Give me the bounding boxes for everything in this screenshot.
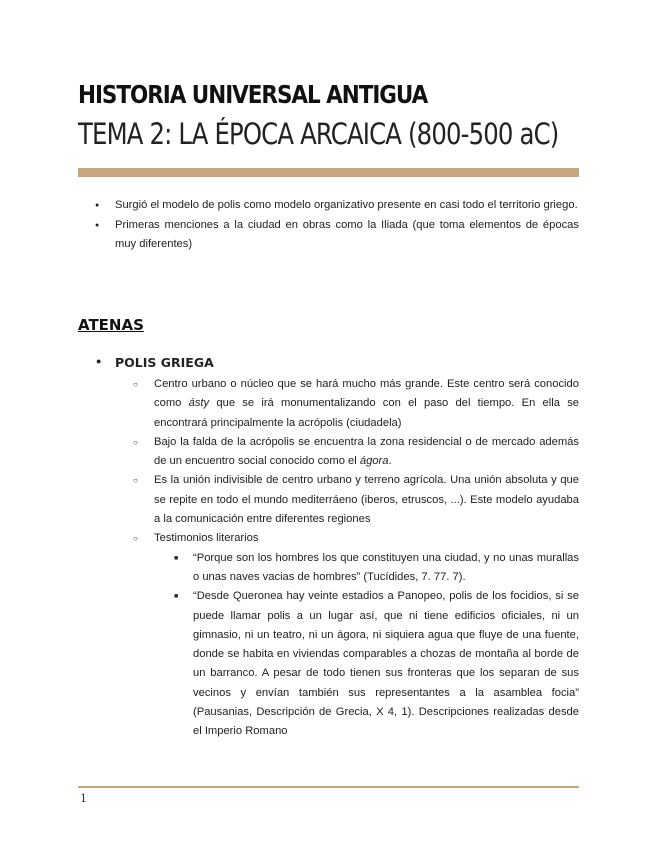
list-item-label: ● POLIS GRIEGA [115,355,214,370]
title-accent-bar [78,168,579,177]
intro-bullet: ● Primeras menciones a la ciudad en obras como la Iliada (que toma elementos de épocas muy diferentes) [78,216,579,255]
quote-item: ■ “Desde Queronea hay veinte estadios a Panopeo, polis de los focidios, si se puede llamar polis a un lugar así, que ni tiene edificios oficiales, ni un gimnasio, ni un teatro, ni un ágora, ni siquiera agua que fluye de una fuente, donde se habita en viviendas comparables a chozas de montaña al borde de un barranco. A pesar de todo tienen sus fronteras que los separan de sus vecinos y envían también sus representantes a la asamblea focia” (Pausanias, Descripción de Grecia, X 4, 1). Descripciones realizadas desde el Imperio Romano [154,587,579,741]
sublist-item: ○ Es la unión indivisible de centro urbano y terreno agrícola. Una unión absoluta y que se repite en todo el mundo mediterráeno (iberos, etruscos, ...). Este modelo ayudaba a la comunicación entre diferentes regiones [115,471,579,529]
section-list [78,354,579,742]
quote-item: ■ “Porque son los hombres los que constituyen una ciudad, y no unas murallas o unas naves vacias de hombres” (Tucídides, 7. 77. 7). [154,549,579,588]
intro-list [78,196,579,255]
quote-list [154,549,579,742]
intro-bullet: ● Surgió el modelo de polis como modelo organizativo presente en casi todo el territorio griego. [78,196,579,216]
item-text: Testimonios literarios [154,532,259,545]
sublist-item [115,375,579,433]
footer-divider [78,786,579,788]
list-item [78,354,579,742]
section-heading: ATENAS [78,316,144,334]
italic-term: ágora [359,455,389,468]
item-text: . [388,455,392,468]
page-number: 1 [80,792,87,805]
sublist [115,375,579,742]
item-text: Bajo la falda de la acrópolis se encuentra la zona residencial o de mercado además de un encuentro social conocido como el [154,435,579,468]
item-text: Centro urbano o núcleo que se hará mucho más grande. Este centro será conocido como [154,378,579,410]
document-subtitle: TEMA 2: LA ÉPOCA ARCAICA (800-500 aC) [78,117,559,151]
italic-term: ásty [188,397,210,410]
sublist-item [115,433,579,472]
sublist-item [115,529,579,741]
item-text: que se irá monumentalizando con el paso del tiempo. En ella se encontrará principalmente la acrópolis (ciudadela) [154,397,580,429]
document-title: HISTORIA UNIVERSAL ANTIGUA [78,80,428,109]
